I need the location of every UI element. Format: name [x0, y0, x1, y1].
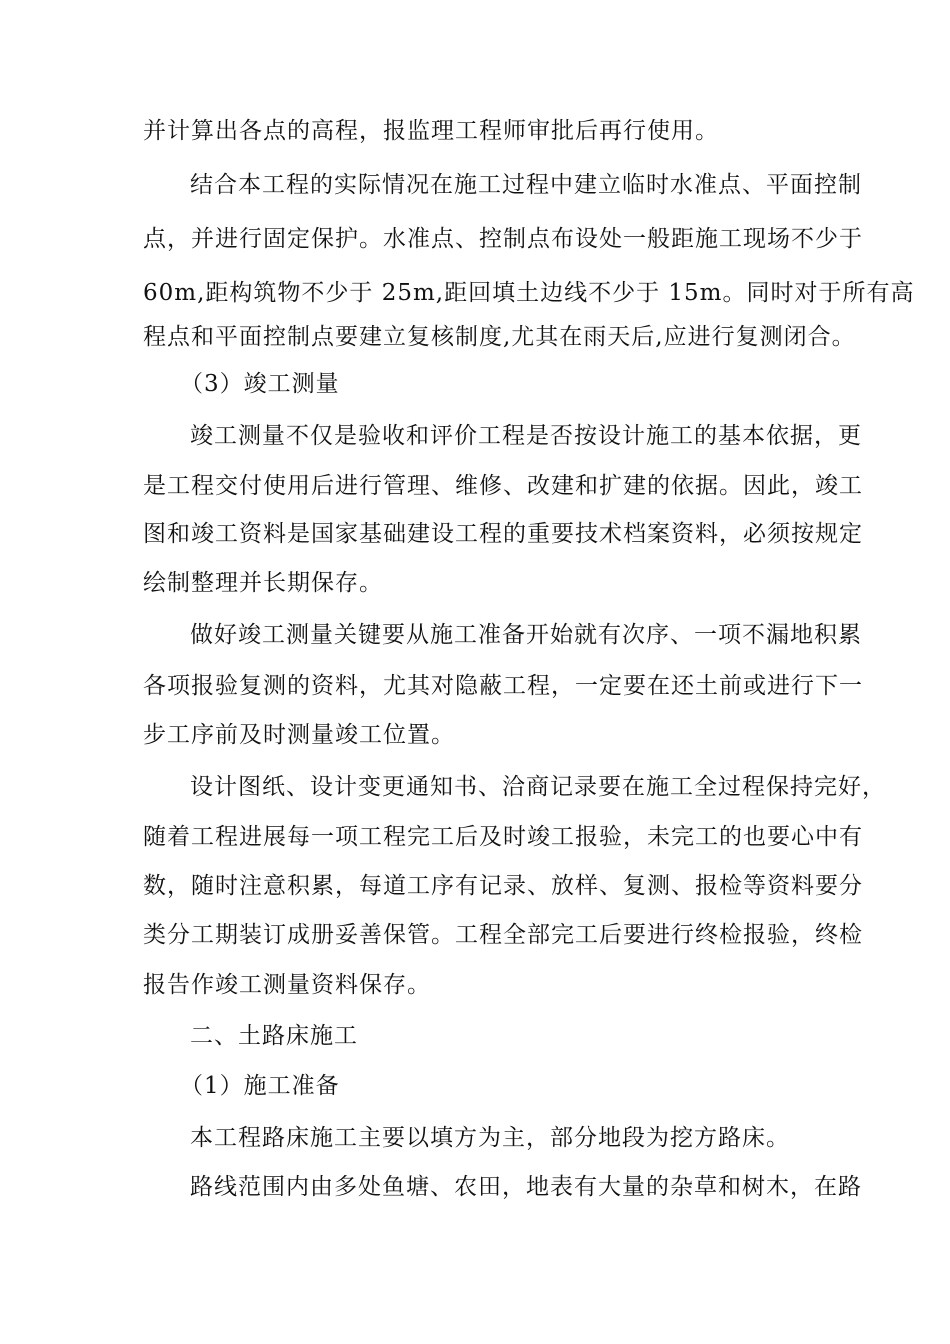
paragraph-start: 路线范围内由多处鱼塘、农田，地表有大量的杂草和树木，在路 [190, 1174, 862, 1200]
text-line: 各项报验复测的资料，尤其对隐蔽工程，一定要在还土前或进行下一 [143, 673, 863, 699]
text-line: 点，并进行固定保护。水准点、控制点布设处一般距施工现场不少于 [143, 226, 863, 252]
subsection-heading: （1）施工准备 [180, 1073, 340, 1099]
paragraph-start: 结合本工程的实际情况在施工过程中建立临时水准点、平面控制 [190, 172, 862, 198]
text-line: 是工程交付使用后进行管理、维修、改建和扩建的依据。因此，竣工 [143, 473, 863, 499]
paragraph-start: 做好竣工测量关键要从施工准备开始就有次序、一项不漏地积累 [190, 622, 862, 648]
text-line: 程点和平面控制点要建立复核制度,尤其在雨天后,应进行复测闭合。 [143, 324, 856, 350]
text-line: 数，随时注意积累，每道工序有记录、放样、复测、报检等资料要分 [143, 873, 863, 899]
paragraph-start: 设计图纸、设计变更通知书、洽商记录要在施工全过程保持完好， [190, 774, 886, 800]
text-line: 并计算出各点的高程，报监理工程师审批后再行使用。 [143, 118, 719, 144]
text-line: 图和竣工资料是国家基础建设工程的重要技术档案资料，必须按规定 [143, 521, 863, 547]
text-line: 报告作竣工测量资料保存。 [143, 972, 431, 998]
paragraph-start: 竣工测量不仅是验收和评价工程是否按设计施工的基本依据，更 [190, 423, 862, 449]
text-line: 绘制整理并长期保存。 [143, 570, 383, 596]
text-line: 类分工期装订成册妥善保管。工程全部完工后要进行终检报验，终检 [143, 922, 863, 948]
text-line: 60m,距构筑物不少于 25m,距回填土边线不少于 15m。同时对于所有高 [143, 280, 915, 306]
text-line: 随着工程进展每一项工程完工后及时竣工报验，未完工的也要心中有 [143, 824, 863, 850]
section-heading: 二、土路床施工 [190, 1023, 358, 1049]
text-line: 步工序前及时测量竣工位置。 [143, 722, 455, 748]
section-heading: （3）竣工测量 [180, 371, 340, 397]
paragraph-start: 本工程路床施工主要以填方为主，部分地段为挖方路床。 [190, 1125, 790, 1151]
